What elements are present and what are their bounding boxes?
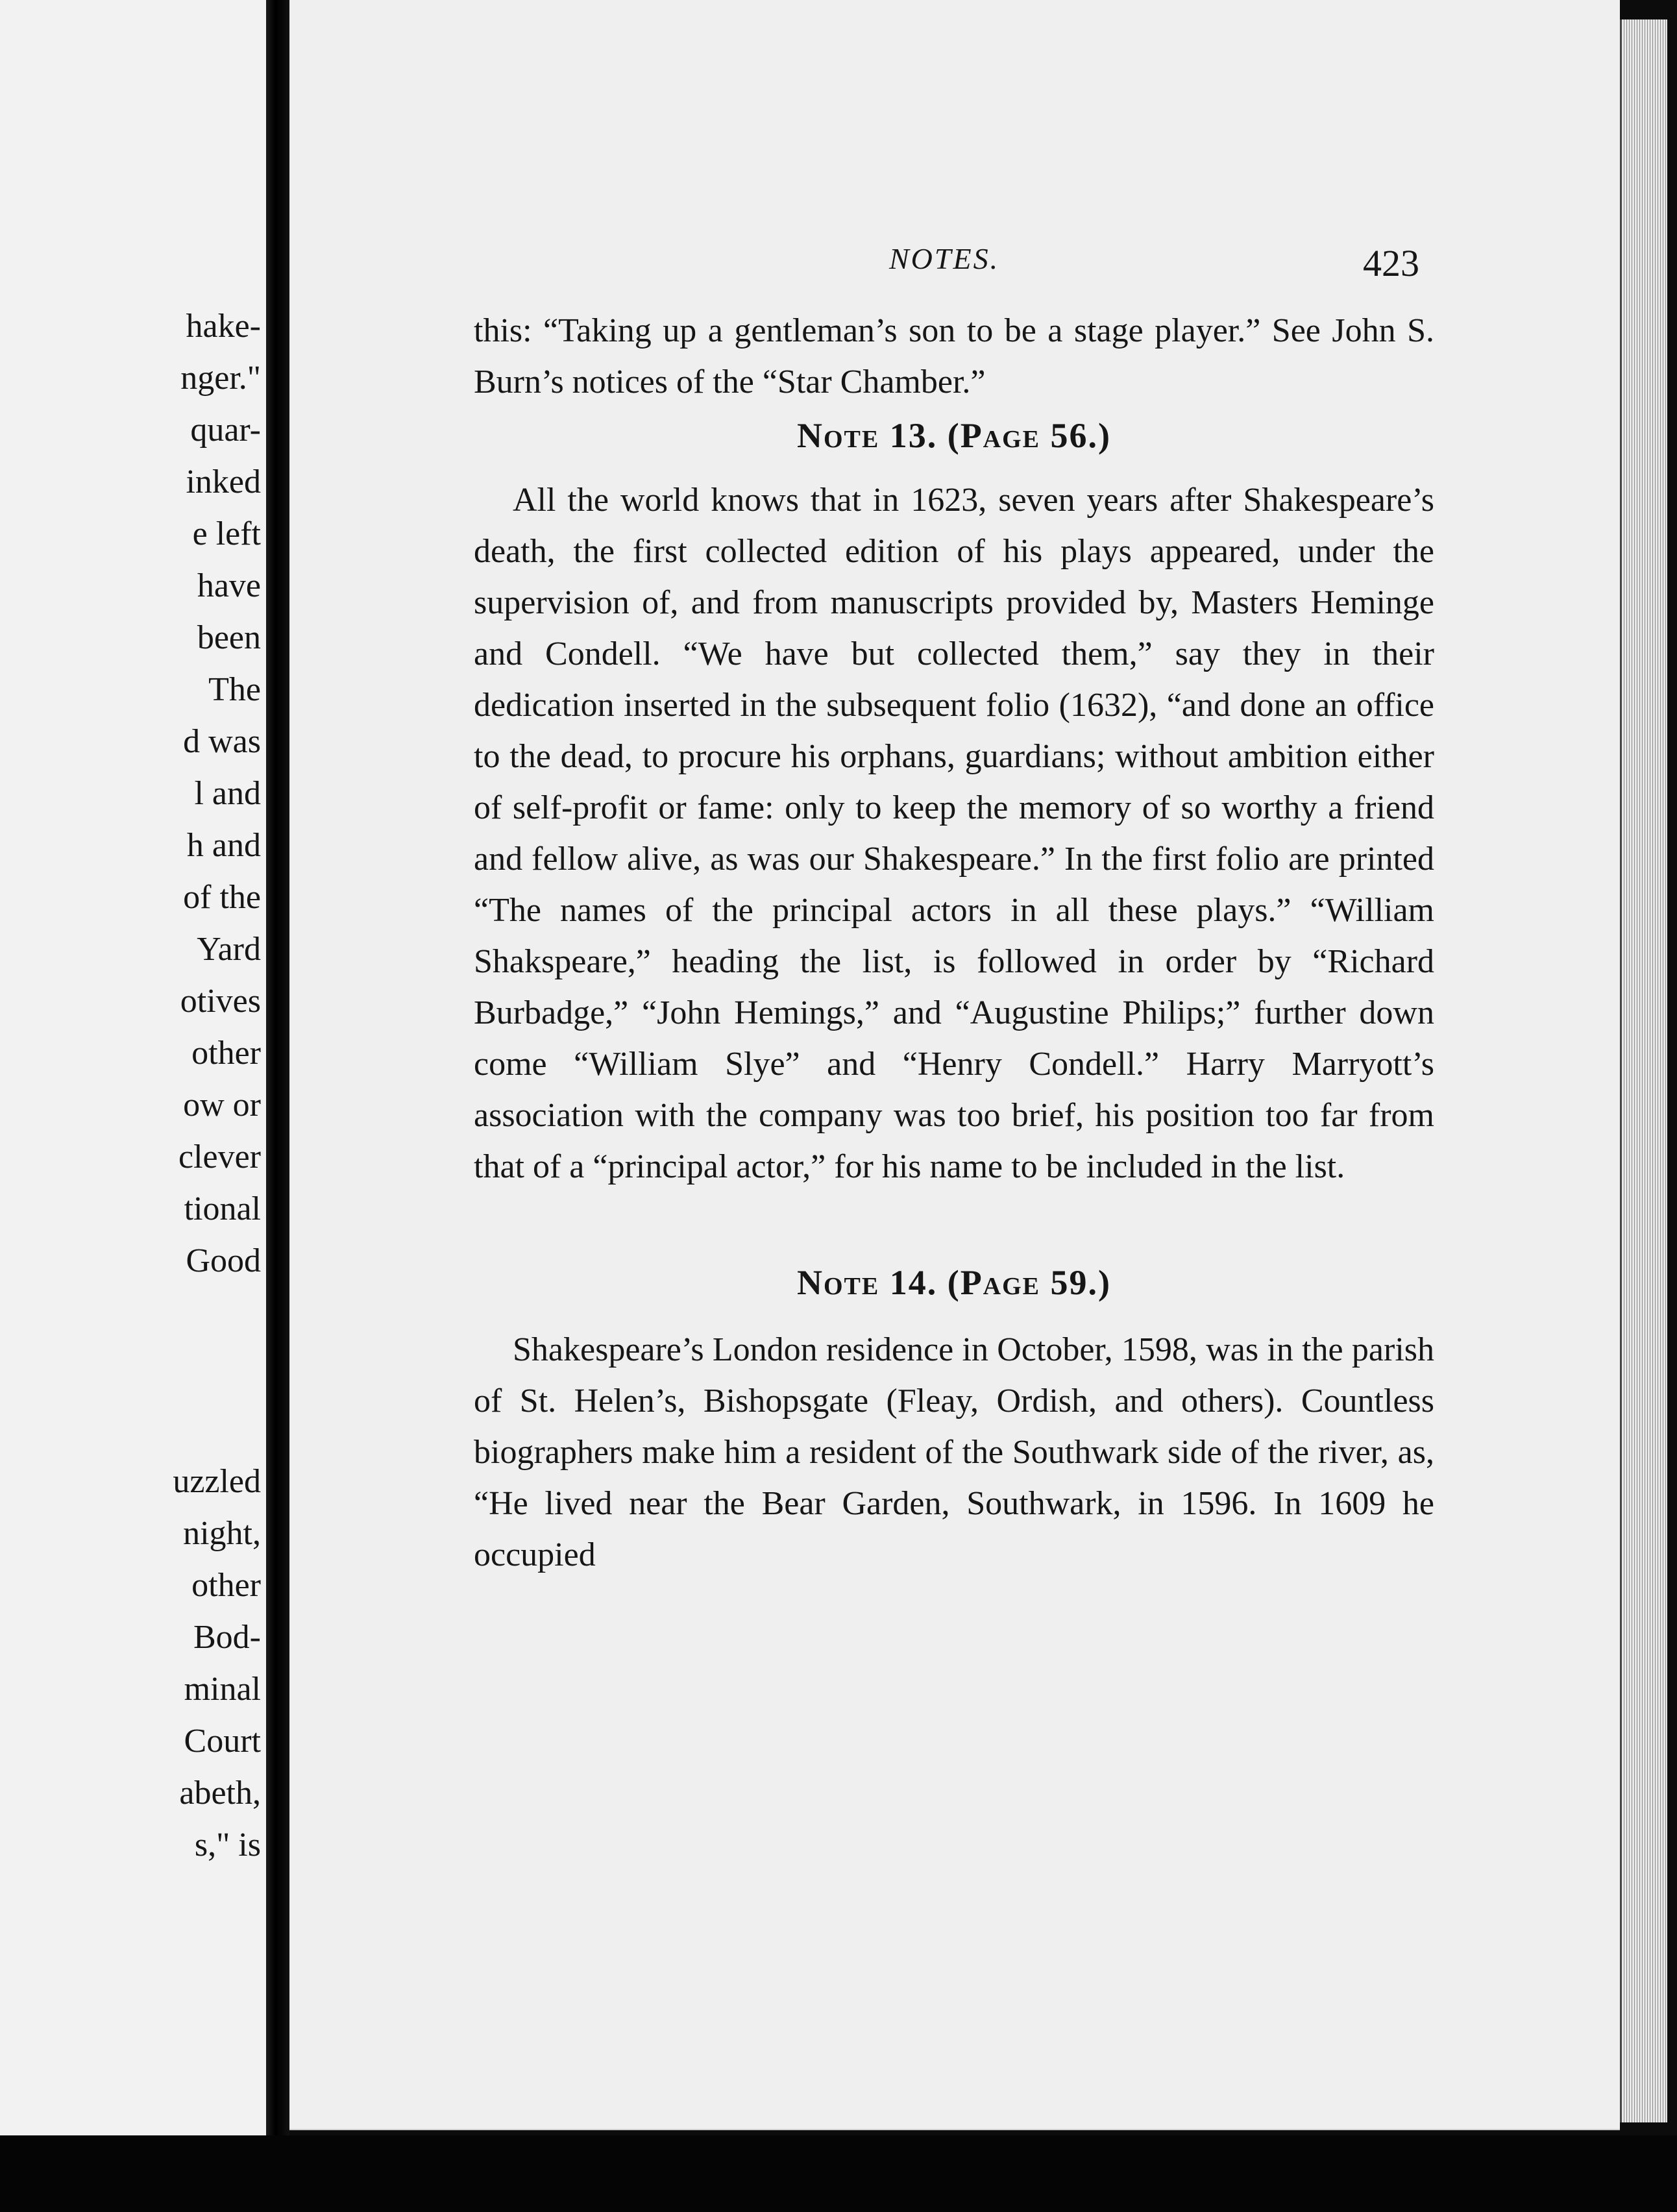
left-line: nger." (180, 360, 261, 397)
running-head: NOTES. (889, 242, 1000, 275)
previous-page-fragment (0, 0, 266, 2142)
left-line: s," is (194, 1826, 261, 1863)
left-line: uzzled (173, 1463, 261, 1500)
left-line: tional (184, 1190, 261, 1227)
left-line: inked (186, 463, 261, 500)
left-line: other (191, 1567, 261, 1604)
left-line: h and (186, 827, 261, 864)
left-line: been (197, 619, 261, 656)
note-13-paragraph: All the world knows that in 1623, seven years after Shakespeare’s death, the first collected edition of his plays appeared, under the supervision of, and from manuscripts provided by, Masters Heminge and Condell. “We have but collected them,” say they in their dedication inserted in the subsequent folio (1632), “and done an office to the dead, to procure his orphans, guardians; without ambition either of self-profit or fame: only to keep the memory of so worthy a friend and fellow alive, as was our Shakespeare.” In the first folio are printed “The names of the principal actors in all these plays.” “William Shakspeare,” heading the list, is followed in order by “Richard Burbadge,” “John Hemings,” and “Augustine Philips;” further down come “William Slye” and “Henry Condell.” Harry Marryott’s association with the company was too brief, his position too far from that of a “principal actor,” for his name to be included in the list. (474, 482, 1434, 1185)
left-line: clever (178, 1138, 261, 1175)
left-line: other (191, 1035, 261, 1072)
page-number: 423 (1363, 242, 1419, 284)
note-14-paragraph: Shakespeare’s London residence in October, 1598, was in the parish of St. Helen’s, Bishopsgate (Fleay, Ordish, and others). Countless biographers make him a resident of the Southwark side of the river, as, “He lived near the Bear Garden, Southwark, in 1596. In 1609 he occupied (474, 1331, 1434, 1573)
left-line: have (197, 567, 261, 604)
left-line: d was (183, 723, 261, 760)
scan-bottom-edge (0, 2135, 1677, 2212)
note-13-heading: Note 13. (Page 56.) (796, 416, 1112, 455)
page-edges (1620, 19, 1667, 2122)
left-line: Court (184, 1723, 261, 1760)
left-line: quar- (190, 412, 261, 449)
left-line: hake- (186, 308, 261, 345)
left-line: Bod- (193, 1619, 261, 1656)
left-line: Yard (197, 931, 261, 968)
left-line: Good (186, 1242, 261, 1279)
left-line: otives (180, 983, 261, 1020)
left-line: of the (183, 879, 261, 916)
page-text (474, 305, 1434, 1580)
left-line: night, (183, 1515, 261, 1552)
left-line: minal (184, 1671, 261, 1708)
book-spine (266, 0, 289, 2181)
left-line: ow or (183, 1087, 261, 1124)
continuation-paragraph: this: “Taking up a gentleman’s son to be a stage player.” See John S. Burn’s notices of the “Star Chamber.” (474, 312, 1434, 400)
left-line: abeth, (179, 1775, 261, 1812)
previous-page-lines-bottom (173, 1456, 261, 1871)
left-line: l and (194, 775, 261, 812)
left-line: e left (192, 515, 261, 552)
left-line: The (208, 671, 261, 708)
note-14-heading: Note 14. (Page 59.) (796, 1263, 1112, 1302)
previous-page-lines-top (178, 301, 261, 1287)
